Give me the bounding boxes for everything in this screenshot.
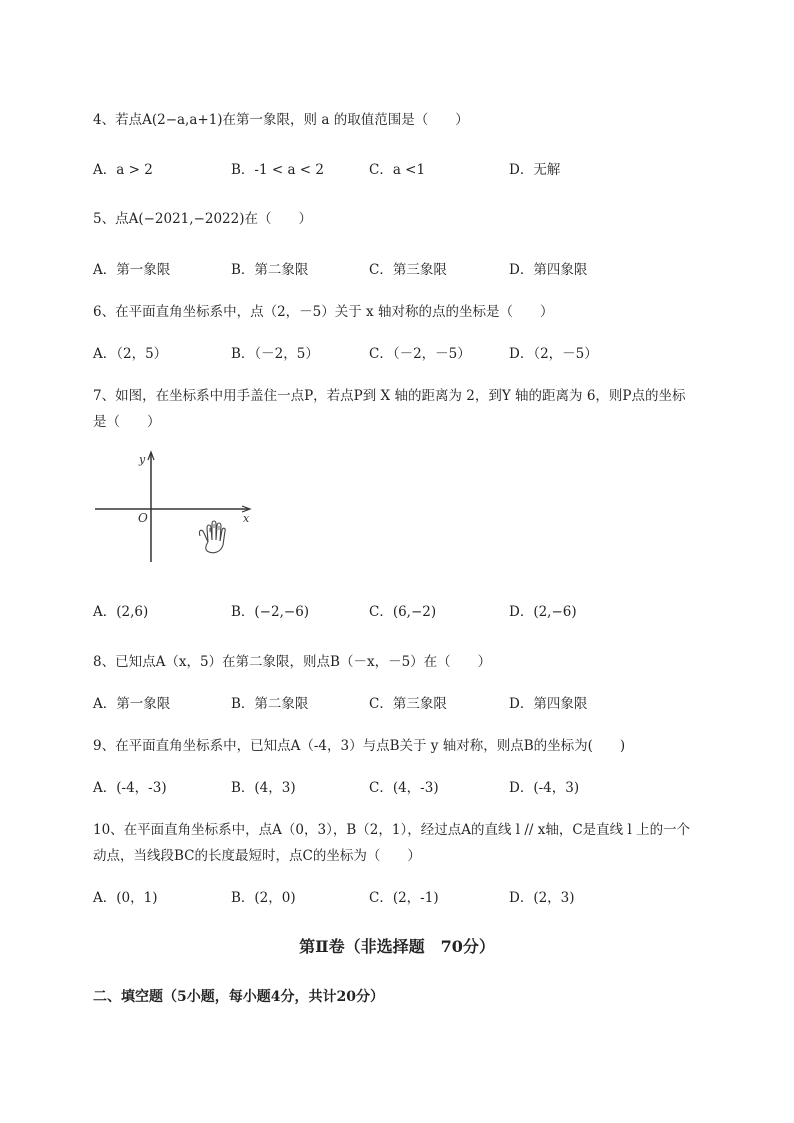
q7-option-b: B．(−2,−6) — [231, 604, 310, 620]
q7-option-d: D．(2,−6) — [509, 604, 577, 620]
hand-icon — [199, 521, 225, 553]
q5-option-b: B．第二象限 — [231, 262, 309, 278]
q6-option-d: D．（2，－5） — [509, 346, 598, 362]
origin-label: O — [138, 511, 148, 525]
q6-option-a: A．（2，5） — [93, 346, 168, 362]
q10-option-c: C．(2，-1) — [369, 890, 439, 906]
q9-option-b: B．(4，3) — [231, 780, 296, 796]
q9-option-d: D．(-4，3) — [509, 780, 580, 796]
question-5-text: 5、点A(−2021,−2022)在（ ） — [93, 211, 312, 227]
q8-option-b: B．第二象限 — [231, 696, 309, 712]
question-4-text: 4、若点A(2−a,a+1)在第一象限，则 a 的取值范围是（ ） — [93, 112, 469, 128]
q5-option-d: D．第四象限 — [509, 262, 588, 278]
q9-option-a: A．(-4，-3) — [93, 780, 167, 796]
q8-option-a: A．第一象限 — [93, 696, 171, 712]
y-axis-label: y — [139, 453, 146, 466]
x-axis-label: x — [243, 512, 250, 525]
question-9-text: 9、在平面直角坐标系中，已知点A（-4，3）与点B关于 y 轴对称，则点B的坐标为( ) — [93, 738, 626, 754]
question-7-text-cont: 是（ ） — [93, 414, 161, 430]
q5-option-a: A．第一象限 — [93, 262, 171, 278]
q6-option-c: C．（－2，－5） — [369, 346, 471, 362]
q4-option-d: D．无解 — [509, 162, 561, 178]
q4-option-b: B．-1 < a < 2 — [231, 162, 324, 178]
section-subtitle: 二、填空题（5小题，每小题4分，共计20分） — [93, 989, 384, 1005]
question-10-text-cont: 动点，当线段BC的长度最短时，点C的坐标为（ ） — [93, 848, 421, 864]
q7-option-a: A．(2,6) — [93, 604, 149, 620]
q4-option-a: A．a > 2 — [93, 162, 153, 178]
q5-option-c: C．第三象限 — [369, 262, 447, 278]
q8-option-c: C．第三象限 — [369, 696, 447, 712]
q4-option-c: C．a <1 — [369, 162, 426, 178]
q10-option-b: B．(2，0) — [231, 890, 296, 906]
q10-option-a: A．(0，1) — [93, 890, 158, 906]
question-8-text: 8、已知点A（x，5）在第二象限，则点B（－x，－5）在（ ） — [93, 654, 492, 670]
q6-option-b: B．（－2，5） — [231, 346, 319, 362]
q10-option-d: D．(2，3) — [509, 890, 575, 906]
q8-option-d: D．第四象限 — [509, 696, 588, 712]
q9-option-c: C．(4，-3) — [369, 780, 439, 796]
question-10-text: 10、在平面直角坐标系中，点A（0，3），B（2，1），经过点A的直线 l // x轴，C是直线 l 上的一个 — [93, 822, 691, 838]
coordinate-figure — [90, 448, 260, 572]
section-title: 第Ⅱ卷（非选择题 70分） — [299, 937, 495, 956]
question-6-text: 6、在平面直角坐标系中，点（2，－5）关于 x 轴对称的点的坐标是（ ） — [93, 304, 554, 320]
question-7-text: 7、如图，在坐标系中用手盖住一点P，若点P到 X 轴的距离为 2，到Y 轴的距离为 6，则P点的坐标 — [93, 388, 686, 404]
q7-option-c: C．(6,−2) — [369, 604, 437, 620]
